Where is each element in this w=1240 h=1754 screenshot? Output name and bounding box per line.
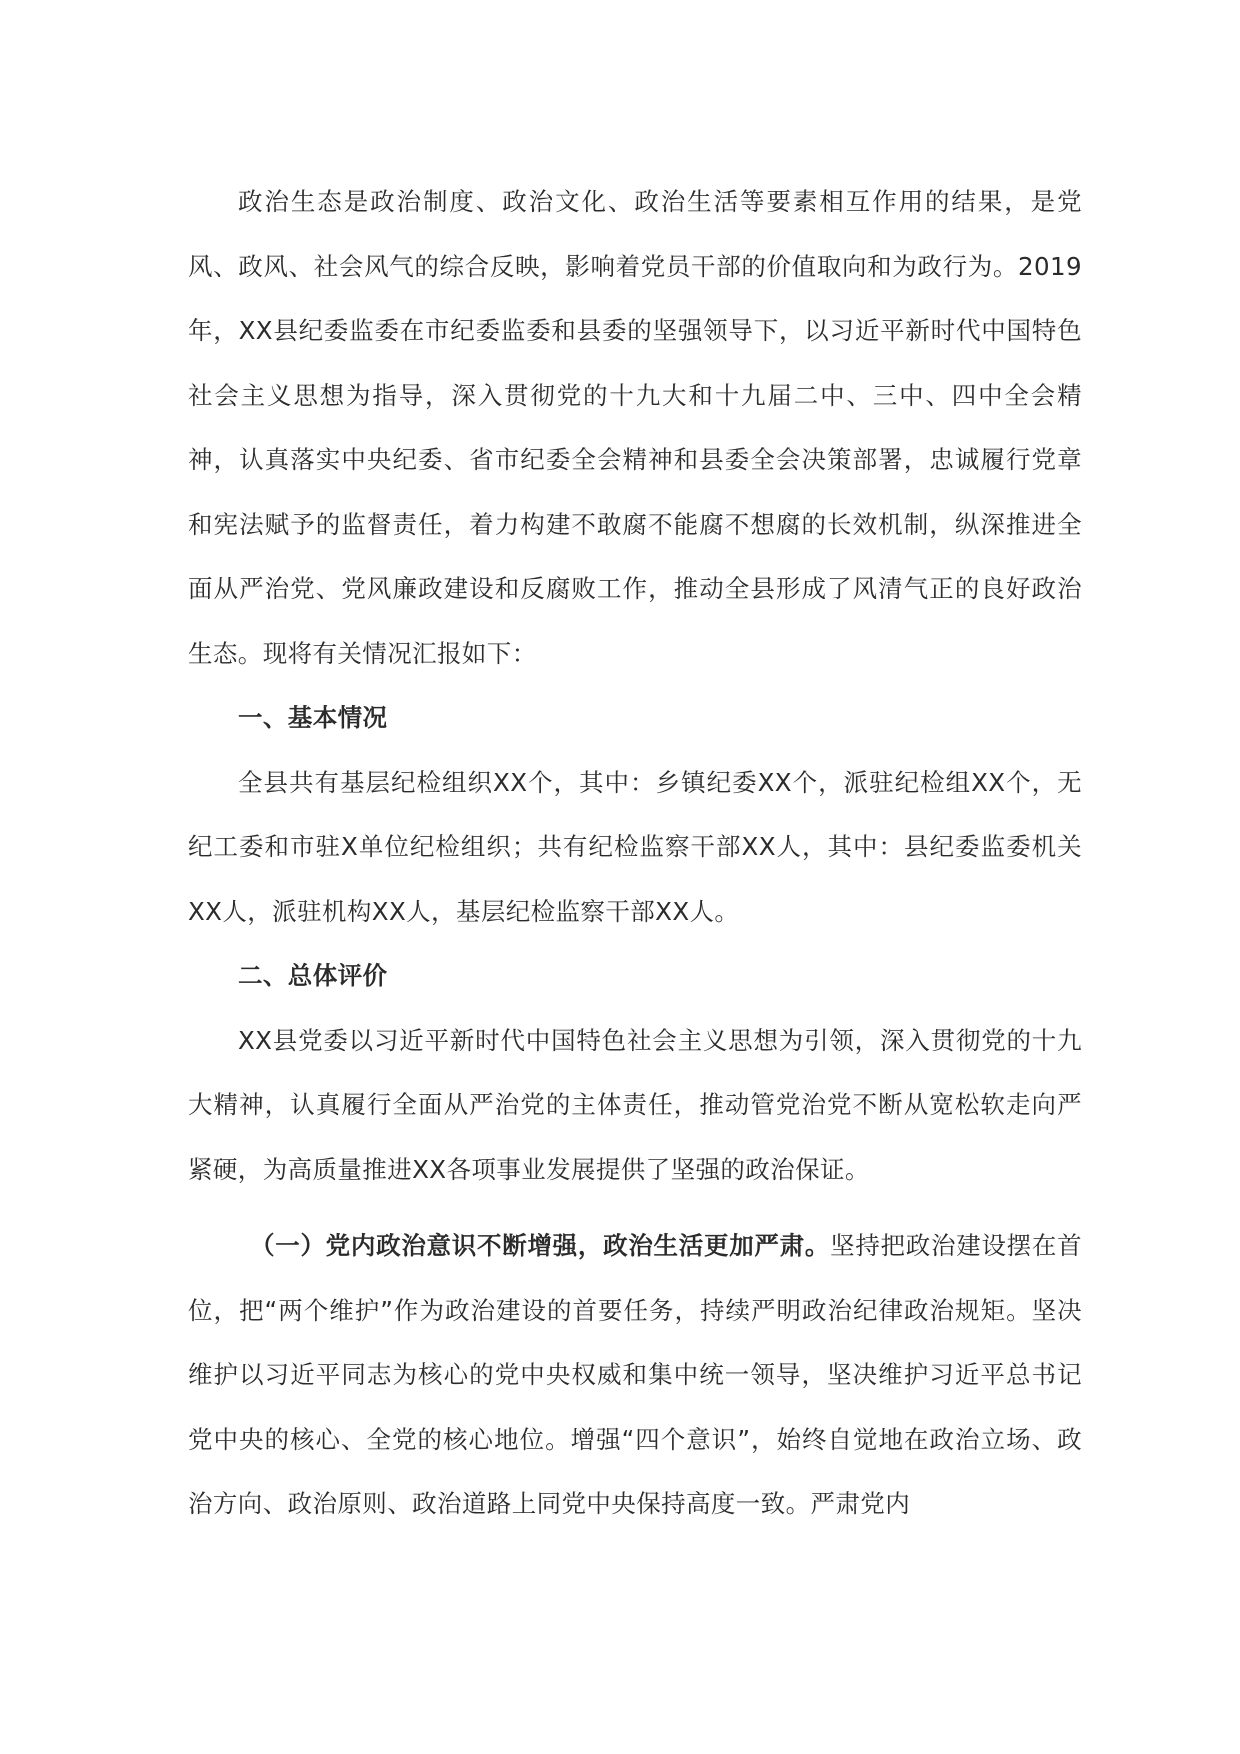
paragraph-spacer xyxy=(188,1202,1082,1214)
section-heading-basic: 一、基本情况 xyxy=(238,703,388,732)
document-body xyxy=(188,170,1082,1537)
intro-paragraph: 政治生态是政治制度、政治文化、政治生活等要素相互作用的结果，是党风、政风、社会风气的综合反映，影响着党员干部的价值取向和为政行为。2019年，XX县纪委监委在市纪委监委和县委的坚强领导下，以习近平新时代中国特色社会主义思想为指导，深入贯彻党的十九大和十九届二中、三中、四中全会精神，认真落实中央纪委、省市纪委全会精神和县委全会决策部署，忠诚履行党章和宪法赋予的监督责任，着力构建不敢腐不能腐不想腐的长效机制，纵深推进全面从严治党、党风廉政建设和反腐败工作，推动全县形成了风清气正的良好政治生态。现将有关情况汇报如下： xyxy=(188,187,1082,668)
subsection-1-lead: （一）党内政治意识不断增强，政治生活更加严肃。 xyxy=(250,1231,831,1260)
subsection-1-text: 坚持把政治建设摆在首位，把“两个维护”作为政治建设的首要任务，持续严明政治纪律政治规矩。坚决维护以习近平同志为核心的党中央权威和集中统一领导，坚决维护习近平总书记党中央的核心、全党的核心地位。增强“四个意识”，始终自觉地在政治立场、政治方向、政治原则、政治道路上同党中央保持高度一致。严肃党内 xyxy=(188,1231,1083,1518)
basic-situation-paragraph: 全县共有基层纪检组织XX个，其中：乡镇纪委XX个，派驻纪检组XX个，无纪工委和市驻X单位纪检组织；共有纪检监察干部XX人，其中：县纪委监委机关XX人，派驻机构XX人，基层纪检监察干部XX人。 xyxy=(188,767,1082,926)
section-heading-overall: 二、总体评价 xyxy=(238,961,388,990)
overall-evaluation-paragraph: XX县党委以习近平新时代中国特色社会主义思想为引领，深入贯彻党的十九大精神，认真履行全面从严治党的主体责任，推动管党治党不断从宽松软走向严紧硬，为高质量推进XX各项事业发展提供了坚强的政治保证。 xyxy=(188,1025,1082,1184)
subsection-1-paragraph xyxy=(188,1214,1082,1537)
